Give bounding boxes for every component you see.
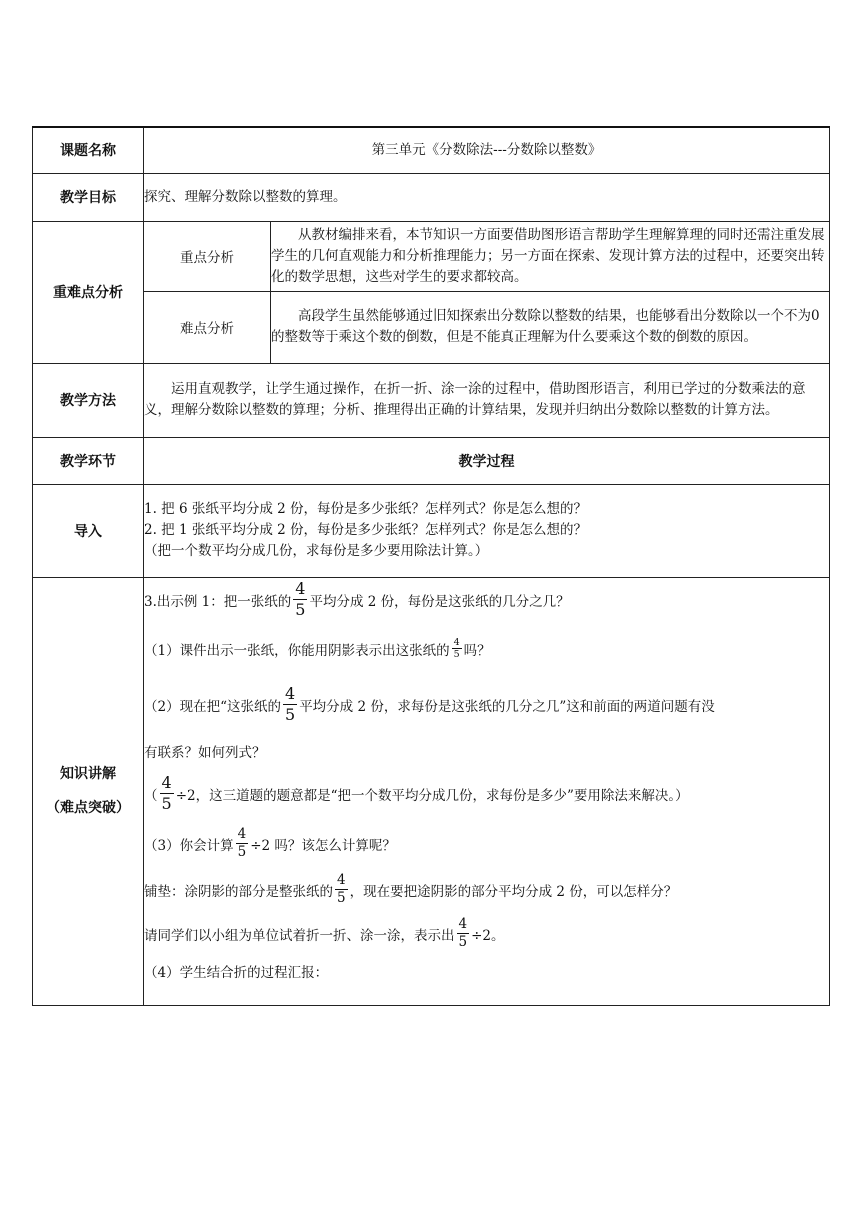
method-value: 运用直观教学，让学生通过操作，在折一折、涂一涂的过程中，借助图形语言，利用已学过的分数乘法的意义，理解分数除以整数的算理；分析、推理得出正确的计算结果，发现并归纳出分数除以整数的计算方法。 [144,363,830,437]
fraction: $\frac{4}{5}$ [161,773,172,813]
intro-line-2: 2. 把 1 张纸平均分成 2 份，每份是多少张纸？怎样列式？你是怎么想的？ [144,522,588,538]
explanation-line: （ $\frac{4}{5}$ ÷2，这三道题的题意都是“把一个数平均分成几份，求每份是多少”要用除法来解决。） [144,773,689,813]
fraction: $\frac{4}{5}$ [295,579,306,619]
method-row [33,363,830,437]
fraction: $\frac{4}{5}$ [337,871,346,906]
fraction: $\frac{4}{5}$ [458,915,468,950]
intro-content [144,484,830,577]
method-label: 教学方法 [33,363,144,437]
intro-line-3: （把一个数平均分成几份，求每份是多少要用除法计算。） [144,543,489,559]
fraction: $\frac{4}{5}$ [237,825,247,860]
difficult-analysis-row [33,291,830,363]
course-name-label: 课题名称 [33,127,144,173]
knowledge-label [33,577,144,1005]
knowledge-content [144,577,830,1005]
key-analysis-text: 从教材编排来看，本节知识一方面要借助图形语言帮助学生理解算理的同时还需注重发展学生的几何直观能力和分析推理能力；另一方面在探索、发现计算方法的过程中，还要突出转化的数学思想，这些对学生的要求都较高。 [271,221,830,291]
fraction: $\frac{4}{5}$ [453,636,460,660]
example-line: 3.出示例 1：把一张纸的 $\frac{4}{5}$ 平均分成 2 份，每份是这张纸的几分之几？ [144,579,570,619]
knowledge-label-line-1: 知识讲解 [60,766,116,782]
header-row [33,437,830,484]
lesson-plan-table [32,126,830,1006]
difficult-analysis-text: 高段学生虽然能够通过旧知探索出分数除以整数的结果，也能够看出分数除以一个不为0的整数等于乘这个数的倒数，但是不能真正理解为什么要乘这个数的倒数的原因。 [271,291,830,363]
step-2-continuation: 有联系？如何列式？ [144,744,266,761]
analysis-label: 重难点分析 [33,221,144,363]
fraction: $\frac{4}{5}$ [285,684,296,724]
knowledge-row [33,577,830,1005]
process-header: 教学过程 [144,437,830,484]
step-1-line: （1）课件出示一张纸，你能用阴影表示出这张纸的 $\frac{4}{5}$ 吗？ [144,636,491,660]
knowledge-label-line-2: （难点突破） [46,800,130,816]
step-2-line: （2）现在把“这张纸的 $\frac{4}{5}$ 平均分成 2 份，求每份是这张纸的几分之几”这和前面的两道问题有没 [144,684,715,724]
intro-label: 导入 [33,484,144,577]
hint-line: 铺垫：涂阴影的部分是整张纸的 $\frac{4}{5}$ ，现在要把途阴影的部分平均分成 2 份，可以怎样分？ [144,871,678,906]
key-analysis-row [33,221,830,291]
stage-header: 教学环节 [33,437,144,484]
objective-value: 探究、理解分数除以整数的算理。 [144,173,830,221]
objective-row [33,173,830,221]
step-3-line: （3）你会计算 $\frac{4}{5}$ ÷2 吗？该怎么计算呢？ [144,825,396,860]
key-analysis-label: 重点分析 [144,221,271,291]
intro-row [33,484,830,577]
intro-line-1: 1. 把 6 张纸平均分成 2 份，每份是多少张纸？怎样列式？你是怎么想的？ [144,501,588,517]
difficult-analysis-label: 难点分析 [144,291,271,363]
objective-label: 教学目标 [33,173,144,221]
step-4-line: （4）学生结合折的过程汇报： [144,964,329,981]
group-activity-line: 请同学们以小组为单位试着折一折、涂一涂，表示出 $\frac{4}{5}$ ÷2。 [144,915,505,950]
course-name-value: 第三单元《分数除法---分数除以整数》 [144,127,830,173]
course-name-row [33,127,830,173]
